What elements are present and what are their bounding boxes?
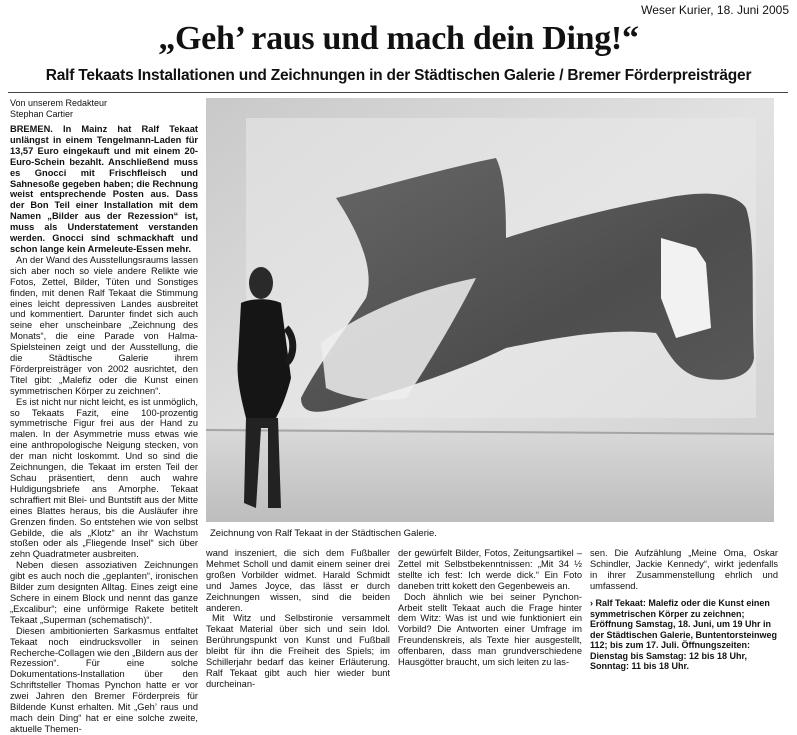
body-paragraph: sen. Die Aufzählung „Meine Oma, Oskar Schindler, Jackie Kennedy“, wirkt jedenfalls in ihrer Zusammenstellung ehrlich und umfassend.: [590, 548, 778, 591]
divider: [8, 92, 788, 93]
exhibition-info-box: › Ralf Tekaat: Malefiz oder die Kunst einen symmetrischen Körper zu zeichnen; Eröffnung Samstag, 18. Juni, um 19 Uhr in der Städtischen Galerie, Buntentorsteinweg 112; bis zum 17. Juli. Öffnungszeiten: Dienstag bis Samstag: 12 bis 18 Uhr, Sonntag: 11 bis 18 Uhr.: [590, 598, 778, 671]
subheadline: Ralf Tekaats Installationen und Zeichnungen in der Städtischen Galerie / Bremer Förderpreisträger: [45, 67, 752, 84]
body-paragraph: der gewürfelt Bilder, Fotos, Zeitungsartikel – Zettel mit Selbstbekenntnissen: „Mit 34 ½ stellte ich fest: Ich werde dick.“ Ein Foto daneben tritt kokett den Gegenbeweis an.: [398, 548, 582, 591]
headline: „Geh’ raus und mach dein Ding!“: [158, 20, 639, 57]
article-column-2: [206, 548, 390, 690]
gallery-photo-drawing: [206, 98, 774, 522]
gallery-photo: [206, 98, 774, 522]
body-paragraph: An der Wand des Ausstellungsraums lassen sich aber noch so viele andere Relikte wie Fotos, Zettel, Bilder, Tüten und Sonstiges finden, mit denen Ralf Tekaat die Stimmung eines leicht depressiven Landes ausbreitet und kommentiert. Darunter findet sich auch seine eher unscheinbare „Zeichnung des Monats“, die eine Parade von Halma-Spielsteinen zeigt und der Ausstellung, die die Städtische Galerie ihrem Förderpreisträger von 2002 ausrichtet, den Titel gibt: „Malefiz oder die Kunst einen symmetrischen Körper zu zeichnen“.: [10, 254, 198, 396]
body-paragraph: Es ist nicht nur nicht leicht, es ist unmöglich, so Tekaats Fazit, eine 100-prozentig symmetrische Figur frei aus der Hand zu malen. In der Asymmetrie muss etwas wie eine anthropologische Neigung stecken, von der man nicht loskommt. Und so sind die Zeichnungen, die Tekaat im ersten Teil der Schau präsentiert, denn auch wahre Huldigungsbriefe ans Amorphe. Tekaat schraffiert mit Blei- und Buntstift aus der Mitte eines Blattes heraus, bis die Ausläufer ihre Grenzen finden. So entstehen wie von selbst Gebilde, die als „Klotz“ an ihr Wachstum stoßen oder als „Fliegende Insel“ sich über zehn Quadratmeter ausbreiten.: [10, 396, 198, 560]
byline-role: Von unserem Redakteur: [10, 98, 108, 108]
article-column-3: [398, 548, 582, 668]
body-paragraph: Neben diesen assoziativen Zeichnungen gibt es auch noch die „geplanten“, ironischen Bilder zum designten Alltag. Eines zeigt eine Schere in einem Block und nennt das ganze „Excalibur“; eine unförmige Rakete betitelt Tekaat „Superman (schematisch)“.: [10, 560, 198, 625]
body-paragraph: Diesen ambitionierten Sarkasmus entfaltet Tekaat noch eindrucksvoller in seinen Recherche-Collagen wie den „Bildern aus der Rezession“. Für eine solche Dokumentations-Installation über den Schriftsteller Thomas Pynchon hatte er vor zwei Jahren den Bremer Förderpreis für Bildende Kunst erhalten. Mit „Geh’ raus und mach dein Ding“ hat er eine solche zweite, aktuelle Themen-: [10, 625, 198, 734]
body-paragraph: wand inszeniert, die sich dem Fußballer Mehmet Scholl und damit einem seiner drei großen Vorbilder widmet. Harald Schmidt und James Joyce, das lässt er durch Zeichnungen wissen, sind die beiden anderen.: [206, 548, 390, 613]
newspaper-source: Weser Kurier, 18. Juni 2005: [641, 3, 789, 17]
body-paragraph: Mit Witz und Selbstironie versammelt Tekaat Material über sich und sein Idol. Berührungspunkt von Kunst und Fußball bleibt für ihn die Freiheit des Spiels; im Schillerjahr bedarf das keiner Erläuterung. Ralf Tekaat gibt auch hier wieder bunt durcheinan-: [206, 613, 390, 689]
byline: [10, 98, 107, 120]
photo-caption: Zeichnung von Ralf Tekaat in der Städtischen Galerie.: [210, 528, 437, 539]
body-paragraph: Doch ähnlich wie bei seiner Pynchon-Arbeit stellt Tekaat auch die Frage hinter dem Witz: Was ist und wie funktioniert ein Vorbild? Die Antworten einer Umfrage im Freundenskreis, als Texte hier ausgestellt, offenbaren, dass man grundverschiedene Hausgötter braucht, um sich leiten zu las-: [398, 591, 582, 668]
byline-author: Stephan Cartier: [10, 109, 74, 119]
article-column-4: [590, 548, 778, 592]
article-column-1: [10, 124, 198, 735]
lead-paragraph: BREMEN. In Mainz hat Ralf Tekaat unlängst in einem Tengelmann-Laden für 13,57 Euro eingekauft und mit einem 20-Euro-Schein bezahlt. Anschließend muss es Gnocci mit Frischfleisch und Sahnesoße gegeben haben; die Rechnung weist entsprechende Posten aus. Dass der Bon Teil einer Installation mit dem Namen „Bilder aus der Rezession“ ist, muss als Understatement verstanden werden. Gnocci sind schmackhaft und schon lange kein Armeleute-Essen mehr.: [10, 124, 198, 254]
